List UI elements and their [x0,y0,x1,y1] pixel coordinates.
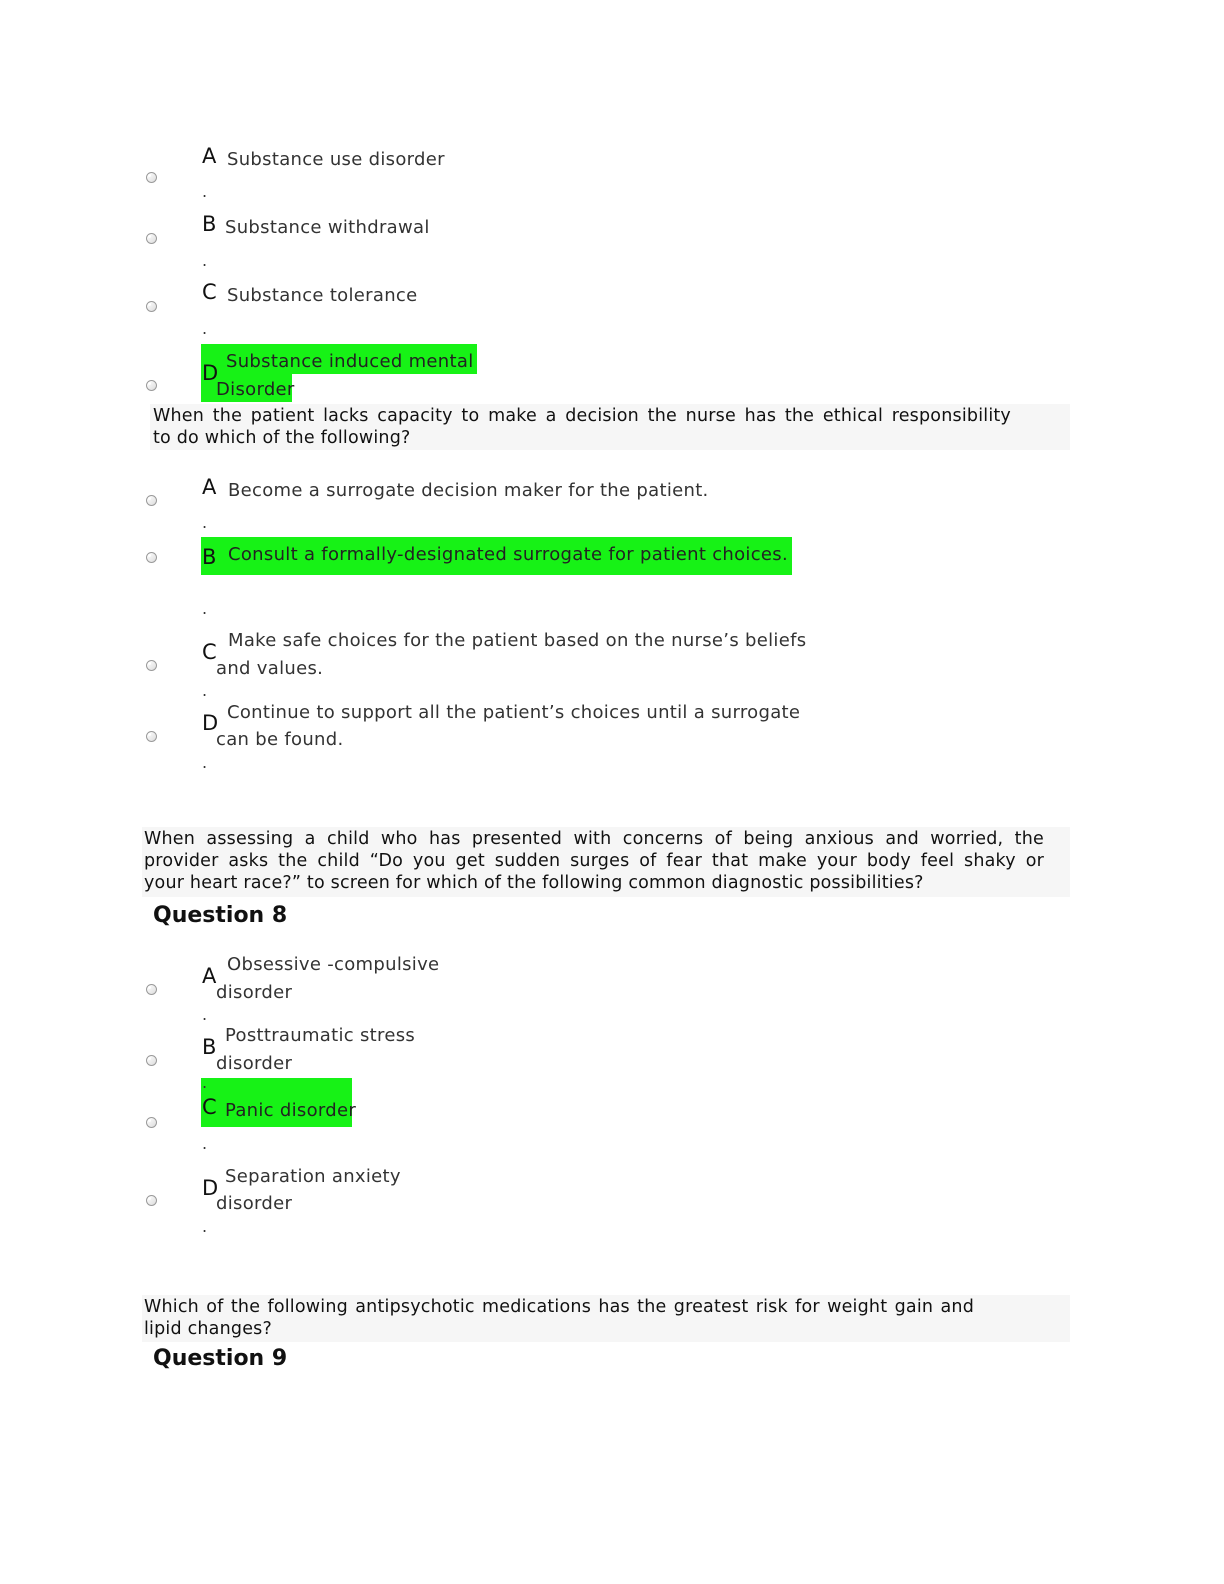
option-text: Become a surrogate decision maker for the patient. [228,480,709,501]
option-text: Substance withdrawal [225,217,430,238]
question-heading: Question 9 [153,1346,288,1371]
prompt-line: When the patient lacks capacity to make a decision the nurse has the ethical responsibility [153,406,1011,426]
option-letter: B [202,212,217,236]
option-dot: . [202,1073,208,1092]
option-dot: . [202,513,208,532]
radio-option-b[interactable] [146,1055,157,1066]
option-text-line1: Continue to support all the patient’s choices until a surrogate [227,702,801,723]
option-text-line2: disorder [216,982,293,1003]
option-text-line2: Disorder [216,379,295,400]
option-dot: . [202,1005,208,1024]
option-letter: C [202,1095,217,1119]
option-text-line2: disorder [216,1193,293,1214]
option-text-line1: Separation anxiety [225,1166,401,1187]
prompt-line: provider asks the child “Do you get sudden surges of fear that make your body feel shaky or [144,851,1044,871]
question-heading: Question 8 [153,903,288,928]
option-text-line2: disorder [216,1053,293,1074]
option-dot: . [202,251,208,270]
radio-option-d[interactable] [146,731,157,742]
option-letter: D [202,361,219,385]
option-dot: . [202,599,208,618]
radio-option-a[interactable] [146,172,157,183]
prompt-line: your heart race?” to screen for which of the following common diagnostic possibilities? [144,873,924,893]
question-prompt [153,405,1011,449]
option-letter: C [202,640,217,664]
radio-option-d[interactable] [146,380,157,391]
option-dot: . [202,753,208,772]
option-letter: C [202,280,217,304]
option-letter: B [202,545,217,569]
option-text-line1: Make safe choices for the patient based on the nurse’s beliefs [228,630,807,651]
radio-option-c[interactable] [146,301,157,312]
prompt-line: When assessing a child who has presented with concerns of being anxious and worried, the [144,829,1044,849]
option-letter: B [202,1035,217,1059]
radio-option-d[interactable] [146,1195,157,1206]
prompt-line: lipid changes? [144,1319,272,1339]
radio-option-a[interactable] [146,984,157,995]
option-dot: . [202,1217,208,1236]
option-text-line1: Posttraumatic stress [225,1025,416,1046]
option-dot: . [202,681,208,700]
option-text-line1: Substance induced mental [226,351,474,372]
option-text-line1: Obsessive -compulsive [227,954,440,975]
option-text: Panic disorder [225,1100,357,1121]
question-prompt [144,828,1044,894]
option-dot: . [202,182,208,201]
radio-option-b[interactable] [146,233,157,244]
radio-option-b[interactable] [146,552,157,563]
option-text-line2: can be found. [216,729,344,750]
option-letter: D [202,1176,219,1200]
option-letter: A [202,144,217,168]
option-letter: A [202,475,217,499]
option-dot: . [202,319,208,338]
option-dot: . [202,1134,208,1153]
option-text-line2: and values. [216,658,324,679]
radio-option-a[interactable] [146,495,157,506]
option-letter: D [202,711,219,735]
radio-option-c[interactable] [146,660,157,671]
option-text: Substance tolerance [227,285,418,306]
option-letter: A [202,964,217,988]
prompt-line: Which of the following antipsychotic medications has the greatest risk for weight gain and [144,1297,974,1317]
option-text: Consult a formally-designated surrogate for patient choices. [228,544,788,565]
question-prompt [144,1296,974,1340]
prompt-line: to do which of the following? [153,428,411,448]
option-text: Substance use disorder [227,149,445,170]
radio-option-c[interactable] [146,1117,157,1128]
